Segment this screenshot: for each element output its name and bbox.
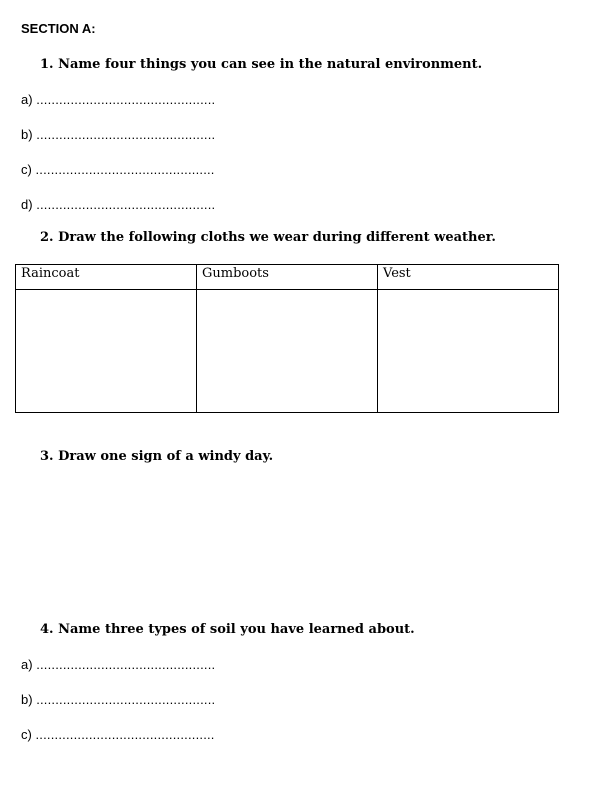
drawing-area-windy-day[interactable] [40, 475, 560, 605]
question-4: 4. Name three types of soil you have learned about. [40, 622, 415, 637]
answer-dots: ............................................... [36, 92, 216, 107]
question-2: 2. Draw the following cloths we wear during different weather. [40, 230, 496, 245]
answer-line-1a[interactable] [21, 92, 215, 107]
answer-line-4a[interactable] [21, 657, 215, 672]
answer-label: c) [21, 727, 32, 742]
answer-label: b) [21, 692, 33, 707]
drawing-cell-raincoat[interactable] [16, 290, 197, 413]
answer-line-1d[interactable] [21, 197, 215, 212]
header-gumboots: Gumboots [197, 265, 378, 290]
section-title: SECTION A: [21, 21, 96, 36]
question-3: 3. Draw one sign of a windy day. [40, 449, 274, 464]
answer-dots: ............................................... [36, 657, 216, 672]
header-vest: Vest [378, 265, 559, 290]
answer-dots: ............................................... [35, 162, 215, 177]
answer-line-1b[interactable] [21, 127, 215, 142]
drawing-cell-gumboots[interactable] [197, 290, 378, 413]
answer-label: b) [21, 127, 33, 142]
drawing-cell-vest[interactable] [378, 290, 559, 413]
answer-line-1c[interactable] [21, 162, 215, 177]
clothes-drawing-table [15, 264, 559, 413]
header-raincoat: Raincoat [16, 265, 197, 290]
answer-label: c) [21, 162, 32, 177]
answer-label: d) [21, 197, 33, 212]
answer-dots: ............................................... [36, 197, 216, 212]
question-1: 1. Name four things you can see in the natural environment. [40, 57, 483, 72]
answer-dots: ............................................... [36, 127, 216, 142]
answer-dots: ............................................... [35, 727, 215, 742]
answer-line-4b[interactable] [21, 692, 215, 707]
answer-label: a) [21, 92, 33, 107]
answer-line-4c[interactable] [21, 727, 215, 742]
answer-label: a) [21, 657, 33, 672]
answer-dots: ............................................... [36, 692, 216, 707]
